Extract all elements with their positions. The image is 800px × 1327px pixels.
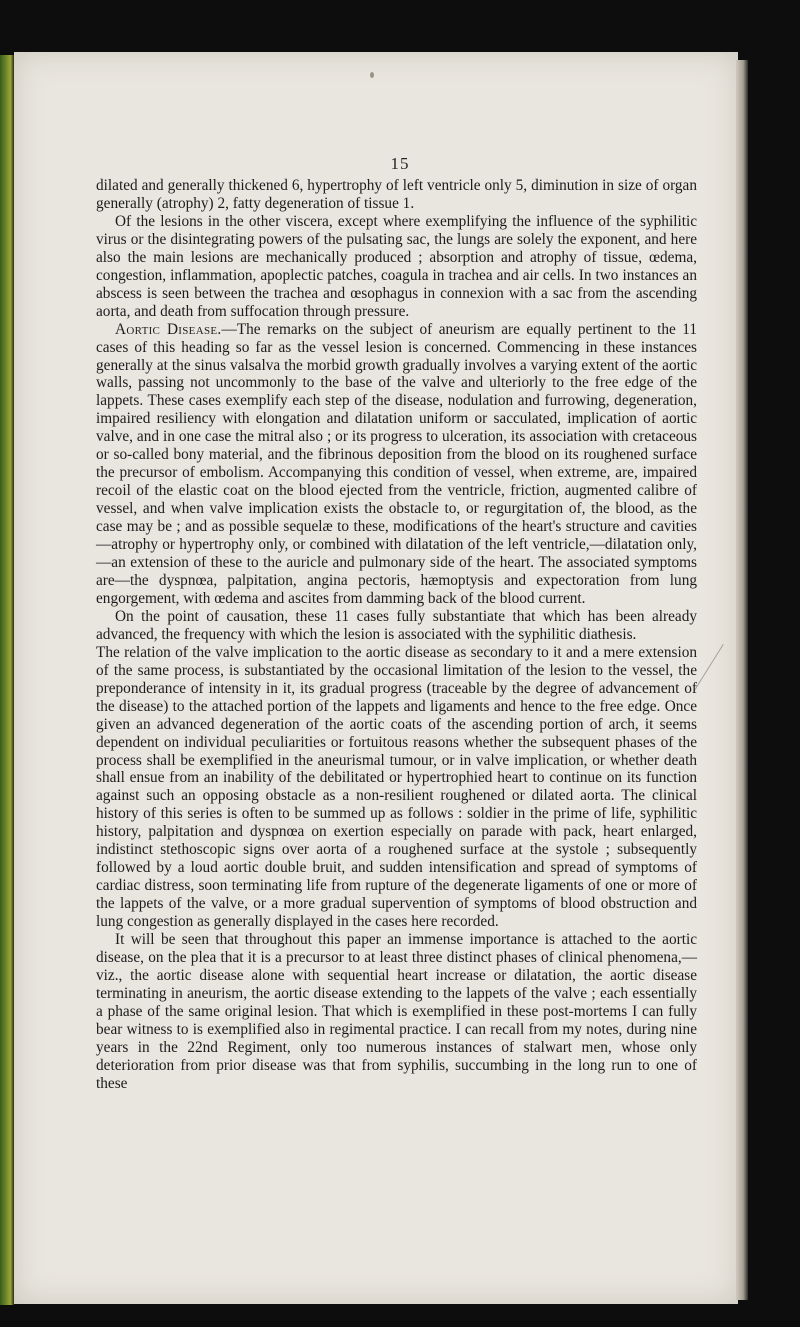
paragraph-text: The relation of the valve implication to the aortic disease as secondary to it and a mere extension of the same process, is substantiated by the occasional limitation of the lesion to the vessel, the preponderance of intensity in it, its gradual progress (traceable by the degree of advancement of the disease) to the attached portion of the lappets and ligaments and hence to the free edge. Once given an advanced degeneration of the aortic coats of the ascending portion of arch, it seems dependent on individual peculiarities or fortuitous reasons whether the subsequent phases of the process shall be exemplified in the aneurismal tumour, or in valve implication, or whether death shall ensue from an inability of the debilitated or hypertrophied heart to continue on its function against such an opposing obstacle as a non-resilient roughened or dilated aorta. The clinical history of this series is often to be summed up as follows : soldier in the prime of life, syphilitic history, palpitation and dyspnœa on exertion especially on parade with pack, heart enlarged, indistinct stethoscopic signs over aorta of a roughened surface at the systole ; subsequently followed by a loud aortic double bruit, and sudden intensification and spread of symptoms of cardiac distress, soon terminating life from rupture of the degenerate ligaments of one or more of the lappets of the valve, or a more gradual supervention of symptoms of blood obstruction and lung congestion as generally displayed in the cases here recorded. [96,643,697,931]
body-text [96,177,697,1093]
paragraph-3 [96,321,697,608]
paragraph-text: On the point of causation, these 11 cases fully substantiate that which has been already advanced, the frequency with which the lesion is associated with the syphilitic diathesis. [96,607,697,643]
paragraph-5 [96,644,697,931]
paragraph-text: Of the lesions in the other viscera, except where exemplifying the influence of the syphilitic virus or the disintegrating powers of the pulsating sac, the lungs are solely the exponent, and here also the main lesions are mechanically produced ; absorption and atrophy of tissue, œdema, congestion, inflammation, apoplectic patches, coagula in trachea and air cells. In two instances an abscess is seen between the trachea and œsophagus in connexion with a sac from the ascending aorta, and death from suffocation through pressure. [96,212,697,320]
paragraph-4 [96,608,697,644]
page-number: 15 [390,154,410,173]
book-cover-edge [0,55,14,1305]
paper-speck [370,72,374,78]
paragraph-text: —The remarks on the subject of aneurism are equally pertinent to the 11 cases of this heading so far as the vessel lesion is concerned. Commencing in these instances generally at the sinus valsalva the morbid growth gradually involves a varying extent of the aortic walls, passing not uncommonly to the base of the valve and ulteriorly to the free edge of the lappets. These cases exemplify each step of the disease, nodulation and furrowing, degeneration, impaired resiliency with elongation and dilatation uniform or sacculated, implication of aortic valve, and in one case the mitral also ; or its progress to ulceration, its association with cretaceous or so-called bony material, and the fibrinous deposition from the blood on its roughened surface the precursor of embolism. Accompanying this condition of vessel, when extreme, are, impaired recoil of the elastic coat on the blood ejected from the ventricle, friction, augmented calibre of vessel, and when valve implication exists the obstacle to, or regurgitation of, the blood, as the case may be ; and as possible sequelæ to these, modifications of the heart's structure and cavities—atrophy or hypertrophy only, or combined with dilatation of the left ventricle,—dilatation only,—an extension of these to the auricle and pulmonary side of the heart. The associated symptoms are—the dyspnœa, palpitation, angina pectoris, hæmoptysis and expectoration from lung engorgement, with œdema and ascites from damming back of the blood current. [96,320,697,607]
paragraph-2 [96,213,697,321]
paragraph-1 [96,177,697,213]
section-heading: Aortic Disease. [115,320,222,338]
paragraph-6 [96,931,697,1093]
paragraph-text: It will be seen that throughout this paper an immense importance is attached to the aortic disease, on the plea that it is a precursor to at least three distinct phases of clinical phenomena,—viz., the aortic disease alone with sequential heart increase or dilatation, the aortic disease terminating in aneurism, the aortic disease extending to the lappets of the valve ; each essentially a phase of the same original lesion. That which is exemplified in these post-mortems I can fully bear witness to is exemplified also in regimental practice. I can recall from my notes, during nine years in the 22nd Regiment, only too numerous instances of stalwart men, whose only deterioration from prior disease was that from syphilis, succumbing in the long run to one of these [96,931,697,1092]
paragraph-text: dilated and generally thickened 6, hypertrophy of left ventricle only 5, diminution in size of organ generally (atrophy) 2, fatty degeneration of tissue 1. [96,177,697,212]
page-stack-edge [736,60,748,1300]
